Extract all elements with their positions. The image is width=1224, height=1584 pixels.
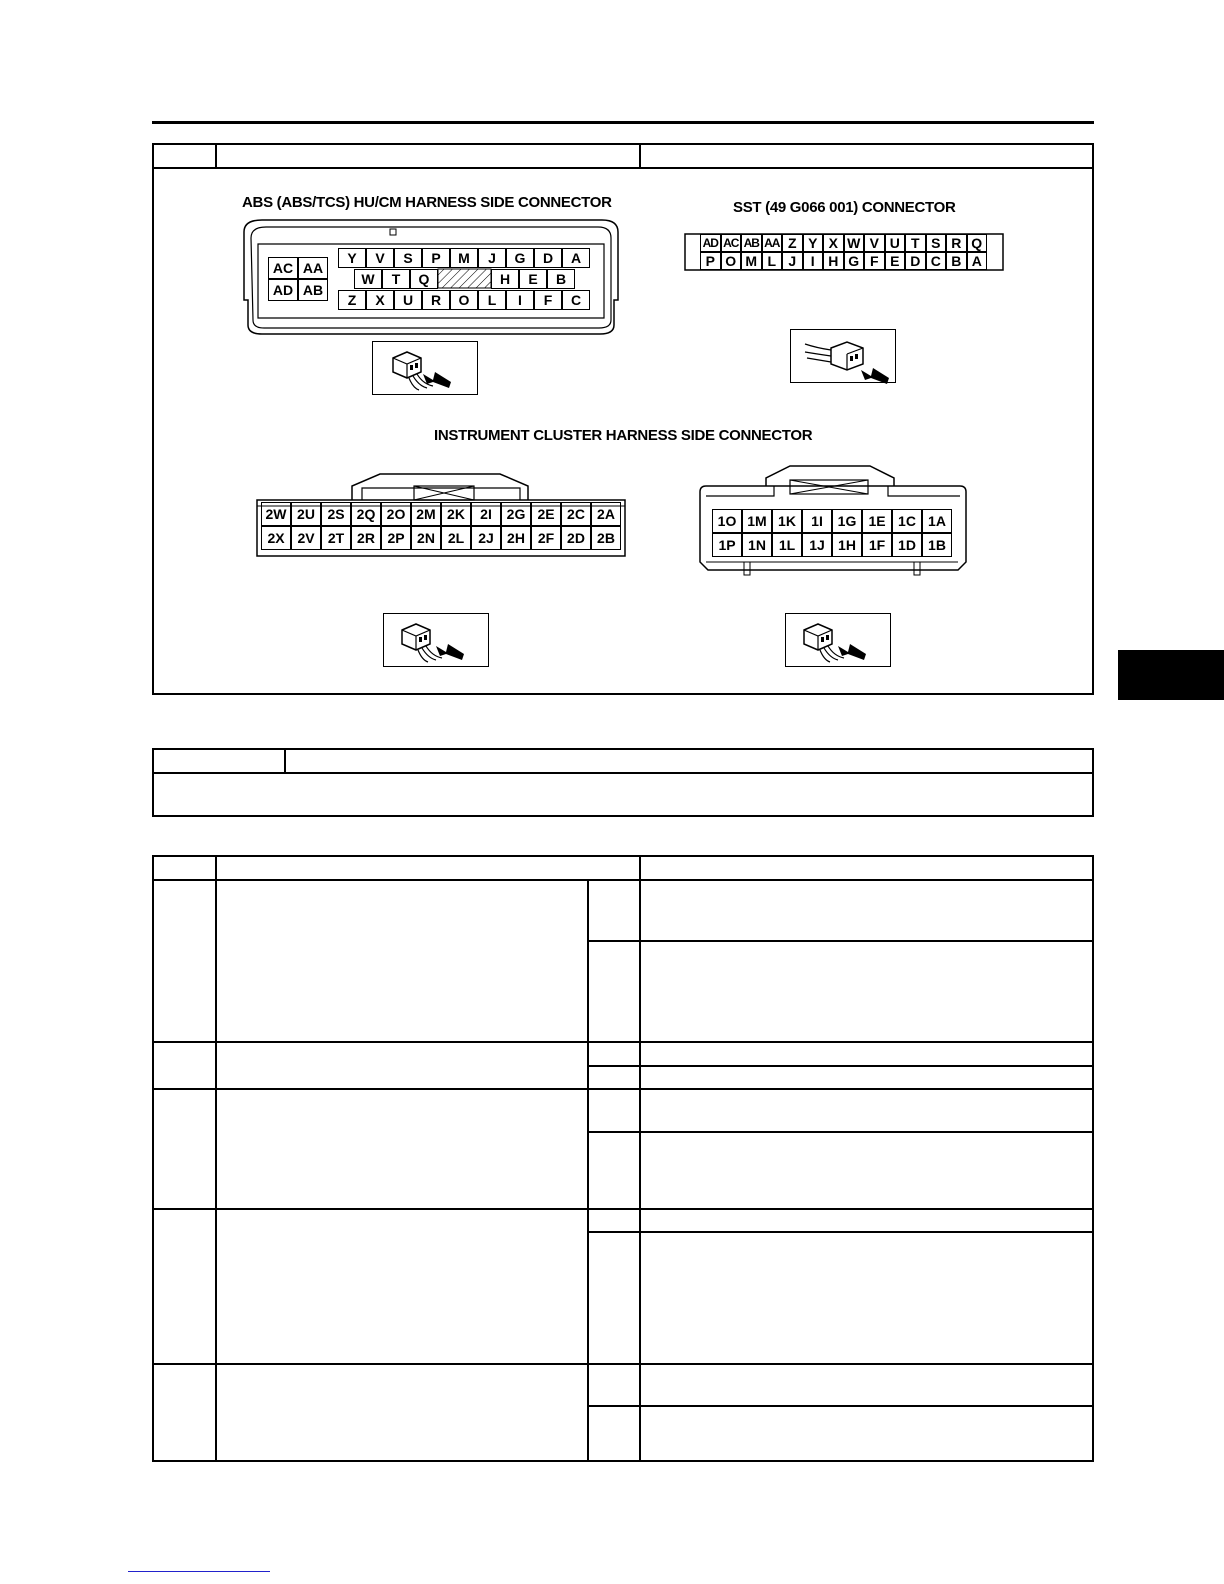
description-box	[152, 748, 1094, 817]
cluster-2-pin: 2S	[321, 502, 351, 526]
sst-pin: E	[885, 252, 906, 270]
sst-pin: B	[946, 252, 967, 270]
cluster-1-pin: 1C	[892, 509, 922, 533]
cluster-1-pin: 1F	[862, 533, 892, 557]
cluster-1-pin: 1E	[862, 509, 892, 533]
cluster-2-pin: 2X	[261, 526, 291, 550]
cluster-2-pin: 2J	[471, 526, 501, 550]
cluster-connector-caption: INSTRUMENT CLUSTER HARNESS SIDE CONNECTOR	[434, 427, 813, 444]
sst-pin: AD	[700, 234, 721, 252]
cluster-1-pin: 1D	[892, 533, 922, 557]
abs-pin: AA	[298, 257, 328, 279]
cluster-2-pin: 2A	[591, 502, 621, 526]
sst-pin: Q	[967, 234, 988, 252]
cluster-1-pin: 1G	[832, 509, 862, 533]
cluster-1-connector	[712, 509, 952, 557]
sst-pin: P	[700, 252, 721, 270]
sst-pin: A	[967, 252, 988, 270]
cluster-1-pin: 1O	[712, 509, 742, 533]
cluster-2-pin: 2C	[561, 502, 591, 526]
abs-pin: E	[519, 269, 547, 289]
sst-pin: Y	[803, 234, 824, 252]
footer-link-underline[interactable]	[128, 1571, 270, 1572]
sst-pin: S	[926, 234, 947, 252]
abs-connector-caption: ABS (ABS/TCS) HU/CM HARNESS SIDE CONNECTOR	[242, 194, 612, 211]
cluster-2-pin: 2O	[381, 502, 411, 526]
abs-pin: AC	[268, 257, 298, 279]
sst-pin: X	[823, 234, 844, 252]
cluster-2-pin: 2M	[411, 502, 441, 526]
cluster-1-pin: 1I	[802, 509, 832, 533]
abs-pin: J	[478, 248, 506, 268]
sst-pin: O	[721, 252, 742, 270]
cluster-1-pin: 1B	[922, 533, 952, 557]
abs-pin: AB	[298, 279, 328, 301]
cluster-1-pin: 1L	[772, 533, 802, 557]
sst-pin: AB	[741, 234, 762, 252]
abs-pin: C	[562, 290, 590, 310]
sst-pin: T	[905, 234, 926, 252]
abs-pin: W	[354, 269, 382, 289]
cluster-2-pin: 2N	[411, 526, 441, 550]
sst-pin: G	[844, 252, 865, 270]
cluster-2-pin: 2E	[531, 502, 561, 526]
abs-pin: U	[394, 290, 422, 310]
cluster-2-pin: 2P	[381, 526, 411, 550]
sst-pin: R	[946, 234, 967, 252]
abs-pin: T	[382, 269, 410, 289]
cluster-2-pin: 2W	[261, 502, 291, 526]
abs-pin: M	[450, 248, 478, 268]
abs-pin: R	[422, 290, 450, 310]
sst-pin: H	[823, 252, 844, 270]
abs-pin: O	[450, 290, 478, 310]
cluster-1-pin: 1K	[772, 509, 802, 533]
abs-pin: G	[506, 248, 534, 268]
abs-pin: F	[534, 290, 562, 310]
sst-pin: J	[782, 252, 803, 270]
cluster-1-pin: 1M	[742, 509, 772, 533]
abs-pin: L	[478, 290, 506, 310]
cluster-2-pin: 2K	[441, 502, 471, 526]
cluster-2-pin: 2G	[501, 502, 531, 526]
cluster-1-pin: 1P	[712, 533, 742, 557]
sst-pin: D	[905, 252, 926, 270]
abs-pin: Q	[410, 269, 438, 289]
sst-pin: V	[864, 234, 885, 252]
abs-pin: Y	[338, 248, 366, 268]
abs-pin: V	[366, 248, 394, 268]
sst-pin: W	[844, 234, 865, 252]
sst-pin: I	[803, 252, 824, 270]
sst-pin: AC	[721, 234, 742, 252]
diagnostic-table	[152, 855, 1094, 1462]
abs-pin: D	[534, 248, 562, 268]
cluster-1-pin: 1J	[802, 533, 832, 557]
abs-pin: AD	[268, 279, 298, 301]
cluster-2-pin: 2F	[531, 526, 561, 550]
cluster-1-pin: 1N	[742, 533, 772, 557]
cluster-1-pin: 1A	[922, 509, 952, 533]
sst-pin: L	[762, 252, 783, 270]
abs-pin: H	[491, 269, 519, 289]
abs-pin: I	[506, 290, 534, 310]
abs-pin: Z	[338, 290, 366, 310]
cluster-2-pin: 2B	[591, 526, 621, 550]
abs-pin: B	[547, 269, 575, 289]
cluster-2-pin: 2R	[351, 526, 381, 550]
cluster-2-pin: 2V	[291, 526, 321, 550]
sst-pin: M	[741, 252, 762, 270]
cluster-2-pin: 2U	[291, 502, 321, 526]
abs-pin: P	[422, 248, 450, 268]
sst-pin: Z	[782, 234, 803, 252]
abs-pin: A	[562, 248, 590, 268]
cluster-2-pin: 2I	[471, 502, 501, 526]
sst-pin: C	[926, 252, 947, 270]
cluster-2-pin: 2L	[441, 526, 471, 550]
cluster-2-pin: 2H	[501, 526, 531, 550]
sst-connector-caption: SST (49 G066 001) CONNECTOR	[733, 199, 956, 216]
cluster-1-pin: 1H	[832, 533, 862, 557]
sst-pin: AA	[762, 234, 783, 252]
cluster-2-pin: 2Q	[351, 502, 381, 526]
sst-pin: F	[864, 252, 885, 270]
cluster-2-pin: 2D	[561, 526, 591, 550]
abs-pin: S	[394, 248, 422, 268]
sst-pin: U	[885, 234, 906, 252]
abs-pin: X	[366, 290, 394, 310]
cluster-2-pin: 2T	[321, 526, 351, 550]
